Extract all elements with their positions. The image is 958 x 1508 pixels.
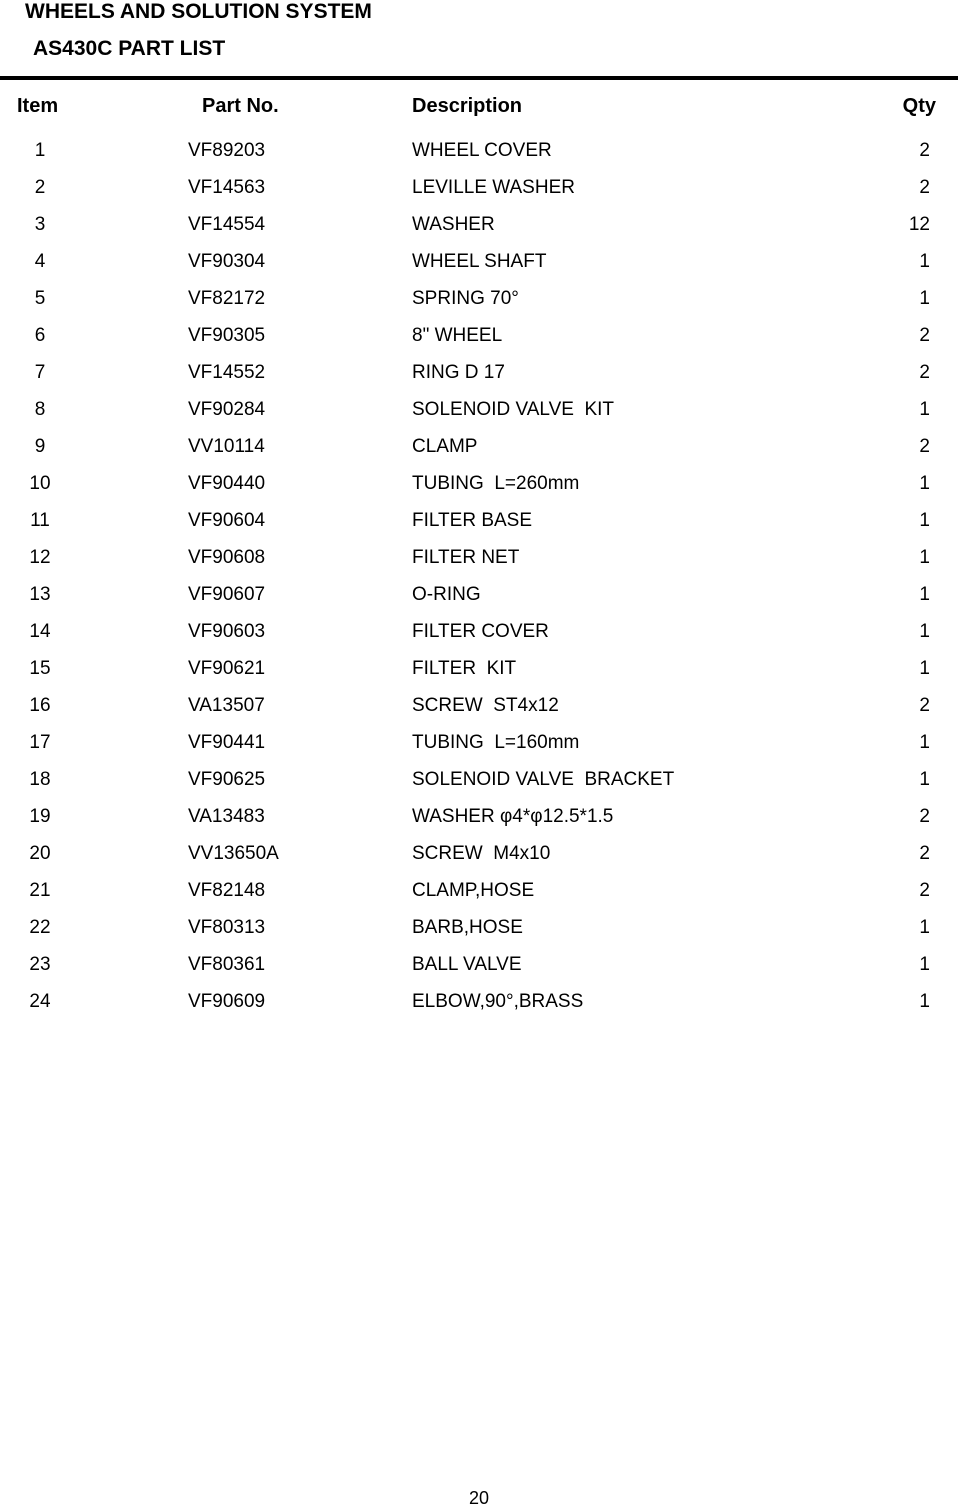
item-number: 22 [29,917,51,938]
table-row [0,655,958,692]
item-number: 2 [34,177,46,198]
table-row [0,285,958,322]
quantity: 2 [919,880,930,901]
quantity: 2 [919,695,930,716]
quantity: 12 [908,214,930,235]
table-row [0,729,958,766]
part-number: VF90604 [188,510,266,531]
item-number: 6 [34,325,46,346]
table-row [0,951,958,988]
table-row [0,766,958,803]
part-number: VF80361 [188,954,266,975]
item-number: 15 [29,658,51,679]
section-title: WHEELS AND SOLUTION SYSTEM [25,0,372,23]
item-number: 17 [29,732,51,753]
part-description: WASHER φ4*φ12.5*1.5 [412,806,614,827]
column-header-item: Item [17,95,59,117]
quantity: 1 [919,288,930,309]
part-description: WASHER [412,214,495,235]
quantity: 1 [919,917,930,938]
column-header-part-no: Part No. [202,95,279,117]
part-description: 8" WHEEL [412,325,503,346]
part-description: TUBING L=160mm [412,732,580,753]
item-number: 24 [29,991,51,1012]
quantity: 1 [919,584,930,605]
part-description: ELBOW,90°,BRASS [412,991,584,1012]
table-row [0,248,958,285]
table-row [0,322,958,359]
table-row [0,470,958,507]
quantity: 1 [919,954,930,975]
item-number: 19 [29,806,51,827]
part-description: FILTER BASE [412,510,533,531]
quantity: 1 [919,473,930,494]
quantity: 1 [919,658,930,679]
quantity: 1 [919,510,930,531]
item-number: 10 [29,473,51,494]
part-description: SOLENOID VALVE BRACKET [412,769,675,790]
quantity: 1 [919,769,930,790]
table-row [0,433,958,470]
item-number: 1 [34,140,46,161]
quantity: 1 [919,621,930,642]
item-number: 12 [29,547,51,568]
table-row [0,877,958,914]
part-description: BALL VALVE [412,954,522,975]
part-description: SOLENOID VALVE KIT [412,399,615,420]
item-number: 5 [34,288,46,309]
table-row [0,988,958,1025]
part-description: SCREW ST4x12 [412,695,559,716]
item-number: 21 [29,880,51,901]
table-row [0,137,958,174]
table-row [0,581,958,618]
item-number: 16 [29,695,51,716]
quantity: 1 [919,991,930,1012]
table-row [0,174,958,211]
item-number: 14 [29,621,51,642]
quantity: 1 [919,251,930,272]
table-row [0,396,958,433]
quantity: 2 [919,362,930,383]
header-divider [0,76,958,80]
part-number: VF80313 [188,917,266,938]
part-description: FILTER KIT [412,658,517,679]
part-description: RING D 17 [412,362,505,383]
part-number: VF14563 [188,177,266,198]
part-number: VF90609 [188,991,266,1012]
part-number: VF89203 [188,140,266,161]
item-number: 4 [34,251,46,272]
part-description: WHEEL COVER [412,140,552,161]
part-number: VF90305 [188,325,266,346]
part-number: VF90621 [188,658,266,679]
part-number: VF14554 [188,214,266,235]
part-number: VF90603 [188,621,266,642]
part-number: VF90440 [188,473,266,494]
quantity: 2 [919,436,930,457]
part-description: FILTER COVER [412,621,549,642]
part-description: SPRING 70° [412,288,519,309]
part-number: VV13650A [188,843,279,864]
part-number: VA13507 [188,695,265,716]
quantity: 2 [919,843,930,864]
item-number: 20 [29,843,51,864]
part-number: VV10114 [188,436,265,457]
table-row [0,692,958,729]
item-number: 7 [34,362,46,383]
item-number: 11 [30,510,50,531]
part-description: WHEEL SHAFT [412,251,547,272]
part-description: O-RING [412,584,481,605]
part-number: VF82148 [188,880,266,901]
page-number: 20 [468,1488,490,1508]
table-row [0,359,958,396]
table-row [0,914,958,951]
part-number: VF90304 [188,251,266,272]
quantity: 1 [919,399,930,420]
part-description: BARB,HOSE [412,917,523,938]
item-number: 9 [34,436,46,457]
part-description: FILTER NET [412,547,520,568]
part-number: VF90625 [188,769,266,790]
part-number: VF90441 [188,732,266,753]
part-description: CLAMP [412,436,478,457]
part-number: VF90608 [188,547,266,568]
table-row [0,840,958,877]
part-description: SCREW M4x10 [412,843,551,864]
table-row [0,544,958,581]
quantity: 1 [919,732,930,753]
quantity: 2 [919,806,930,827]
part-description: LEVILLE WASHER [412,177,575,198]
quantity: 1 [919,547,930,568]
item-number: 8 [34,399,46,420]
table-row [0,803,958,840]
quantity: 2 [919,177,930,198]
quantity: 2 [919,325,930,346]
part-number: VF82172 [188,288,266,309]
part-number: VF90607 [188,584,266,605]
column-header-description: Description [412,95,523,117]
table-row [0,618,958,655]
part-number: VF14552 [188,362,266,383]
part-number: VF90284 [188,399,266,420]
part-description: CLAMP,HOSE [412,880,535,901]
parts-table [0,137,958,1025]
quantity: 2 [919,140,930,161]
item-number: 3 [34,214,46,235]
part-number: VA13483 [188,806,265,827]
table-row [0,211,958,248]
item-number: 18 [29,769,51,790]
table-row [0,507,958,544]
column-header-qty: Qty [902,95,936,117]
part-list-title: AS430C PART LIST [33,37,226,60]
part-description: TUBING L=260mm [412,473,580,494]
item-number: 13 [29,584,51,605]
item-number: 23 [29,954,51,975]
